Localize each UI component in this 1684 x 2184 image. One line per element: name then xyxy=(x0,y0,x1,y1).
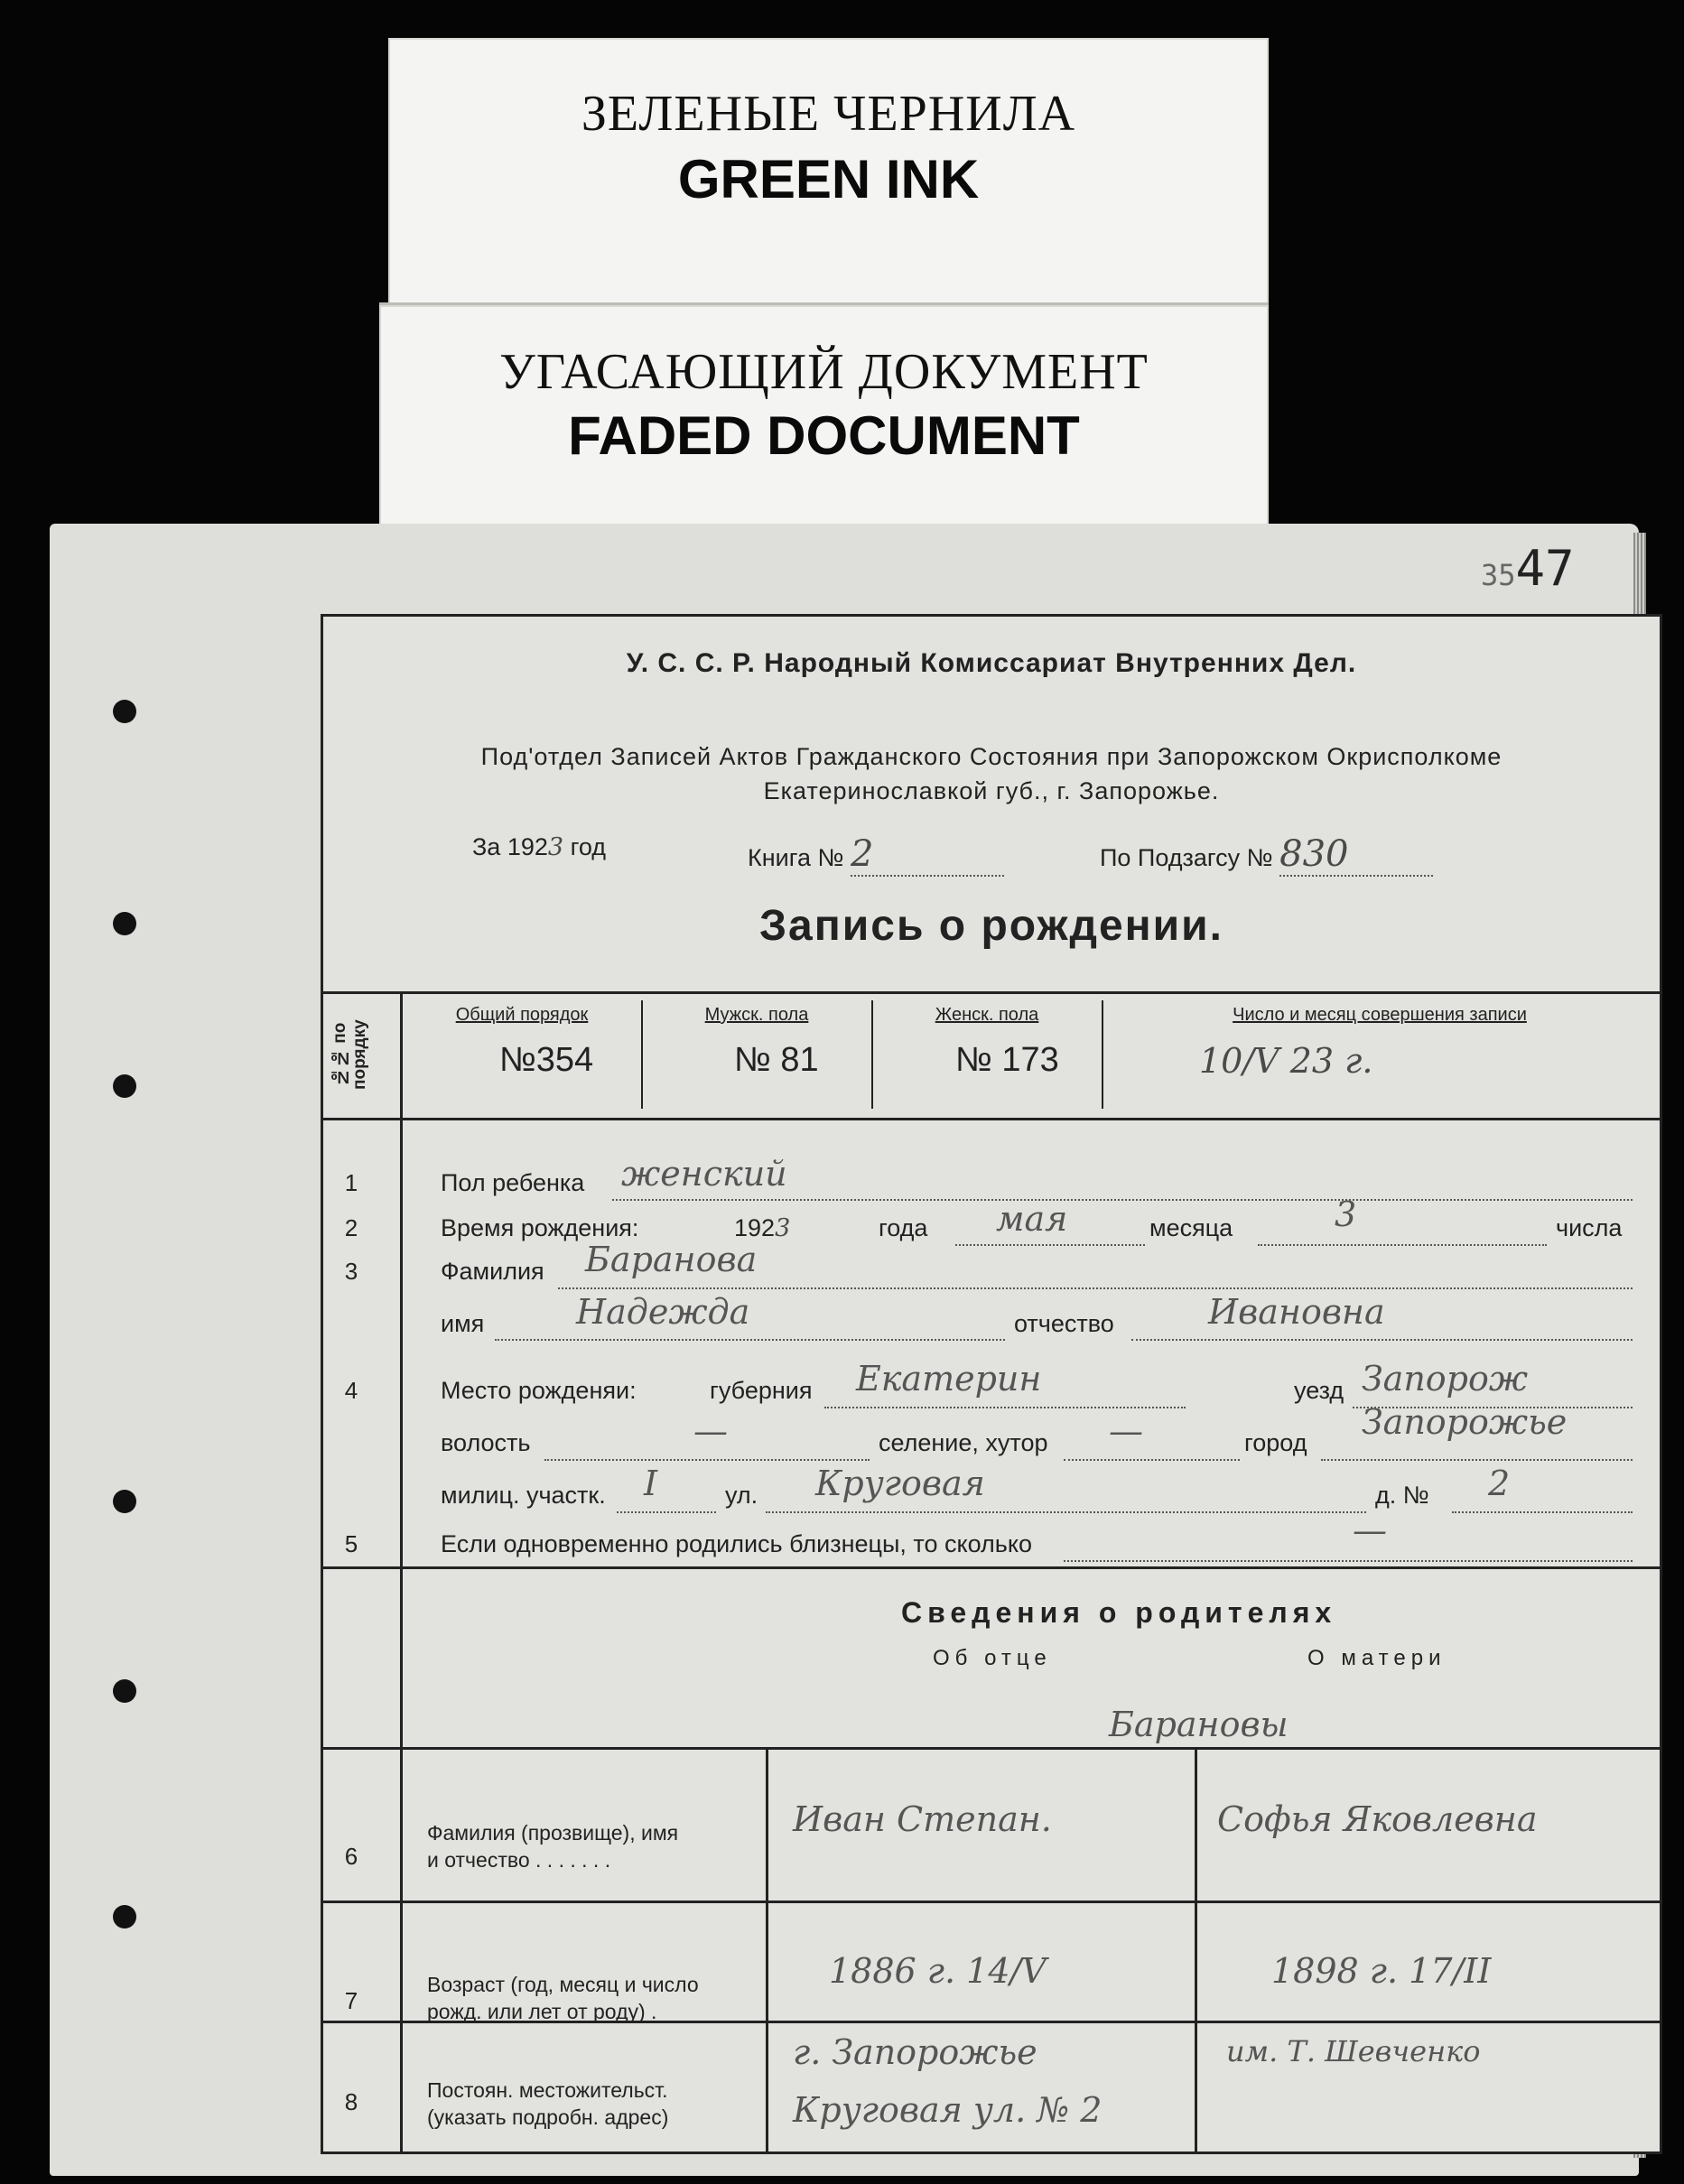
father-age: 1886 г. 14/V xyxy=(829,1951,1047,1991)
male-header: Мужск. пола xyxy=(704,1005,809,1025)
header-location: Екатеринославкой губ., г. Запорожье. xyxy=(763,777,1220,804)
record-date-header: Число и месяц совершения записи xyxy=(1233,1005,1527,1025)
parents-name-label: Фамилия (прозвище), имя и отчество . . . . . . . xyxy=(427,1821,679,1872)
parents-address-label: Постоян. местожительст. (указать подробн. адрес) xyxy=(427,2078,669,2129)
parents-section-title: Сведения о родителях xyxy=(901,1596,1337,1629)
grid-line xyxy=(323,1566,1660,1569)
fill-line xyxy=(544,1459,870,1461)
patronymic-label: отчество xyxy=(1014,1310,1114,1337)
father-address-line2: Круговая ул. № 2 xyxy=(793,2090,1103,2130)
uezd-label: уезд xyxy=(1294,1377,1344,1404)
grid-line xyxy=(323,991,1660,994)
binding-hole xyxy=(113,1074,136,1098)
binding-hole xyxy=(113,1490,136,1513)
document-title: Запись о рождении. xyxy=(758,902,1223,950)
header-office: Под'отдел Записей Актов Гражданского Состояния при Запорожском Окрисполкоме xyxy=(480,743,1503,770)
street-label: ул. xyxy=(725,1482,758,1509)
house-label: д. № xyxy=(1375,1482,1429,1509)
volost-label: волость xyxy=(441,1429,531,1456)
row-number: 8 xyxy=(344,2088,358,2115)
fill-line xyxy=(824,1407,1186,1408)
mother-address: им. Т. Шевченко xyxy=(1226,2034,1481,2068)
grid-line xyxy=(323,1747,1660,1750)
book-field: Книга № 2 xyxy=(748,833,1004,877)
faded-document-en: FADED DOCUMENT xyxy=(568,405,1080,466)
fill-line xyxy=(612,1199,1633,1201)
green-ink-ru: ЗЕЛЕНЫЕ ЧЕРНИЛА xyxy=(581,86,1076,142)
uezd-value: Запорож xyxy=(1362,1359,1529,1399)
mother-name: Софья Яковлевна xyxy=(1217,1799,1538,1839)
binding-hole xyxy=(113,1679,136,1703)
record-date-value: 10/V 23 г. xyxy=(1199,1041,1373,1081)
birth-month-value: мая xyxy=(996,1199,1068,1239)
parents-shared-surname: Барановы xyxy=(1109,1705,1289,1744)
grid-line xyxy=(766,1747,768,2151)
twins-value: — xyxy=(1353,1510,1387,1550)
militia-label: милиц. участк. xyxy=(441,1482,606,1509)
fill-line xyxy=(1064,1560,1633,1562)
grid-line xyxy=(1102,1000,1103,1109)
general-order-value: №354 xyxy=(499,1041,594,1079)
subzags-field: По Подзагсу № 830 xyxy=(1100,833,1433,877)
grid-line xyxy=(1195,1747,1197,2151)
fill-line xyxy=(955,1244,1145,1246)
fill-line xyxy=(1258,1244,1547,1246)
militia-value: I xyxy=(644,1464,658,1503)
birth-year-label: года xyxy=(879,1214,928,1241)
fill-line xyxy=(1064,1459,1240,1461)
grid-line xyxy=(323,1901,1660,1903)
name-label: имя xyxy=(441,1310,485,1337)
father-column-header: Об отце xyxy=(933,1646,1052,1670)
header-ministry: У. С. С. Р. Народный Комиссариат Внутренних Дел. xyxy=(626,648,1357,678)
mother-column-header: О матери xyxy=(1307,1646,1447,1670)
row-number: 7 xyxy=(344,1987,358,2014)
surname-value: Баранова xyxy=(585,1240,758,1279)
fill-line xyxy=(1452,1511,1633,1513)
fill-line xyxy=(1131,1339,1633,1341)
parents-age-label: Возраст (год, месяц и число рожд. или лет от роду) . xyxy=(427,1973,699,2023)
birth-record-form xyxy=(321,614,1662,2154)
selo-label: селение, хутор xyxy=(879,1429,1048,1456)
selo-value: — xyxy=(1109,1411,1143,1451)
gubernia-value: Екатерин xyxy=(856,1359,1042,1399)
fill-line xyxy=(495,1339,1005,1341)
row-number: 5 xyxy=(344,1530,358,1557)
name-value: Надежда xyxy=(576,1292,750,1332)
general-order-header: Общий порядок xyxy=(455,1005,589,1025)
grid-line xyxy=(400,991,403,2151)
patronymic-value: Ивановна xyxy=(1208,1292,1385,1332)
row-number: 4 xyxy=(344,1377,358,1404)
fill-line xyxy=(1321,1459,1633,1461)
faded-document-label-card xyxy=(379,302,1269,526)
mother-age: 1898 г. 17/II xyxy=(1271,1951,1492,1991)
birth-day-label: числа xyxy=(1556,1214,1623,1241)
grid-line xyxy=(871,1000,873,1109)
birth-day-value: 3 xyxy=(1335,1194,1357,1234)
female-value: № 173 xyxy=(955,1041,1059,1079)
street-value: Круговая xyxy=(815,1464,985,1503)
fill-line xyxy=(617,1511,716,1513)
green-ink-en: GREEN INK xyxy=(677,149,980,209)
surname-label: Фамилия xyxy=(441,1258,544,1285)
sex-value: женский xyxy=(621,1154,787,1194)
row-number: 6 xyxy=(344,1843,358,1870)
binding-hole xyxy=(113,1905,136,1928)
house-value: 2 xyxy=(1488,1464,1511,1503)
gorod-label: город xyxy=(1244,1429,1307,1456)
row-number: 2 xyxy=(344,1214,358,1241)
folio-number: 3547 xyxy=(1481,540,1575,597)
male-value: № 81 xyxy=(734,1041,819,1079)
row-number: 3 xyxy=(344,1258,358,1285)
gorod-value: Запорожье xyxy=(1362,1402,1568,1442)
twins-label: Если одновременно родились близнецы, то сколько xyxy=(441,1530,1032,1557)
fill-line xyxy=(558,1287,1633,1289)
document-page xyxy=(50,524,1639,2176)
binding-hole xyxy=(113,700,136,723)
birth-month-label: месяца xyxy=(1149,1214,1233,1241)
green-ink-label-card xyxy=(388,38,1269,309)
birthplace-label: Место рожденяи: xyxy=(441,1377,637,1404)
fill-line xyxy=(766,1511,1366,1513)
female-header: Женск. пола xyxy=(935,1005,1039,1025)
birth-time-label: Время рождения: xyxy=(441,1214,639,1241)
volost-value: — xyxy=(693,1411,728,1451)
faded-document-ru: УГАСАЮЩИЙ ДОКУМЕНТ xyxy=(499,344,1149,400)
father-address-line1: г. Запорожье xyxy=(793,2032,1037,2072)
gubernia-label: губерния xyxy=(710,1377,813,1404)
grid-line xyxy=(323,1118,1660,1120)
sex-label: Пол ребенка xyxy=(441,1169,585,1196)
row-number: 1 xyxy=(344,1169,358,1196)
birth-year: 1923 xyxy=(734,1214,791,1242)
binding-hole xyxy=(113,912,136,935)
year-field: За 1923 год xyxy=(472,833,607,861)
grid-line xyxy=(641,1000,643,1109)
father-name: Иван Степан. xyxy=(793,1799,1052,1839)
row-number-header: №№ по порядку xyxy=(330,1019,369,1090)
